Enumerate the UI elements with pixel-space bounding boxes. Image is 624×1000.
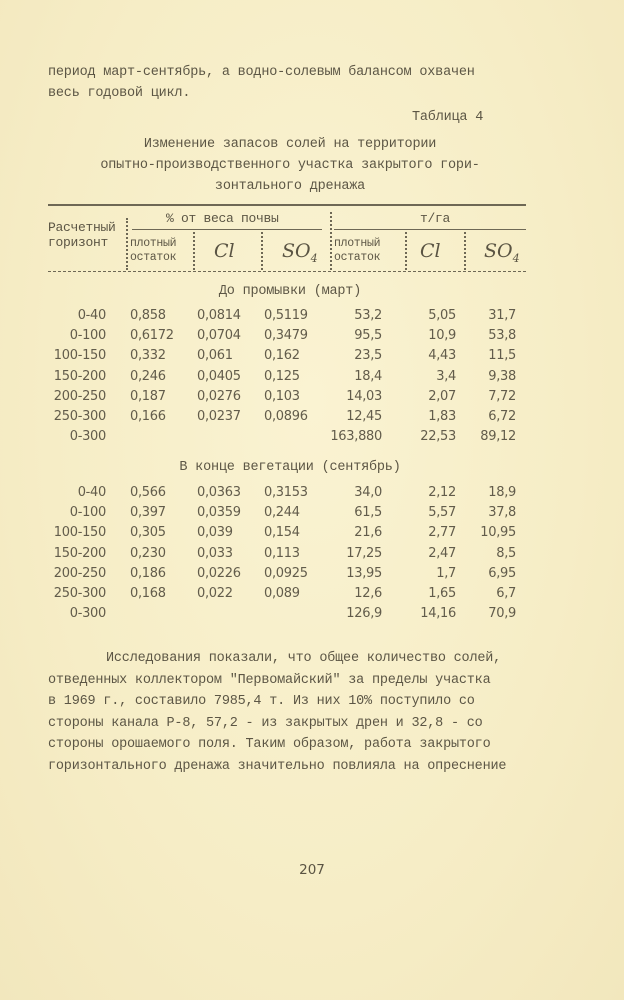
section-title-before-leaching: До промывки (март) xyxy=(218,284,362,299)
table-cell: 5,05 xyxy=(428,308,456,323)
table-cell: 4,43 xyxy=(428,348,456,364)
table-label: Таблица 4 xyxy=(412,110,484,125)
table-cell: 31,7 xyxy=(488,308,516,323)
table-cell: 10,9 xyxy=(428,328,456,344)
table-cell: 11,5 xyxy=(488,348,516,364)
table-row xyxy=(0,389,624,409)
header-group-tha: т/га xyxy=(420,211,451,226)
table-cell: 1,7 xyxy=(436,565,456,581)
table-cell: 150-200 xyxy=(53,368,106,384)
column-divider xyxy=(126,218,128,270)
text-line: горизонтального дренажа значительно повлияла на опреснение xyxy=(48,758,507,774)
table-cell: 3,4 xyxy=(436,368,456,384)
subheader-so4 xyxy=(484,240,520,265)
table-cell: 0,0814 xyxy=(197,308,241,323)
text-line xyxy=(48,648,558,670)
table-cell: 6,7 xyxy=(496,586,516,601)
table-cell: 22,53 xyxy=(420,429,456,445)
table-cell: 0,566 xyxy=(130,485,166,500)
subheader-dry-residue-line1: плотный xyxy=(334,237,381,250)
table-top-rule xyxy=(48,204,526,206)
text-line: отведенных коллектором "Первомайский" за пределы участка xyxy=(48,672,491,688)
table-cell: 21,6 xyxy=(354,525,382,541)
table-cell: 37,8 xyxy=(488,505,516,521)
intro-paragraph xyxy=(48,62,548,104)
table-cell: 0,103 xyxy=(264,388,300,404)
table-cell: 14,03 xyxy=(346,388,382,404)
table-cell: 0,0405 xyxy=(197,368,241,384)
table-cell: 53,8 xyxy=(488,328,516,344)
table-cell: 0,5119 xyxy=(264,308,308,323)
table-cell: 0,061 xyxy=(197,348,233,364)
table-row xyxy=(0,348,624,368)
body-paragraph xyxy=(48,648,558,777)
table-row xyxy=(0,409,624,429)
title-line: опытно-производственного участка закрытого гори- xyxy=(100,158,480,173)
table-row xyxy=(0,606,624,626)
table-row xyxy=(0,546,624,566)
table-cell: 17,25 xyxy=(346,545,382,561)
table-cell: 0,0276 xyxy=(197,388,241,404)
header-group-underline xyxy=(334,229,526,230)
so-text: SO xyxy=(484,240,513,262)
table-cell: 0,0704 xyxy=(197,328,241,344)
header-horizon-line2: горизонт xyxy=(48,235,109,250)
table-cell: 0,397 xyxy=(130,505,166,521)
title-line: Изменение запасов солей на территории xyxy=(143,137,437,152)
table-cell: 61,5 xyxy=(354,505,382,521)
column-divider xyxy=(405,232,407,270)
table-cell: 0-300 xyxy=(69,429,106,445)
table-row xyxy=(0,328,624,348)
table-cell: 0,022 xyxy=(197,586,233,601)
table-cell: 0-40 xyxy=(77,308,106,323)
text-line: весь годовой цикл. xyxy=(48,86,191,101)
table-cell: 0,089 xyxy=(264,586,300,601)
table-cell: 200-250 xyxy=(53,388,106,404)
table-cell: 100-150 xyxy=(53,525,106,541)
so4-subscript: 4 xyxy=(512,251,520,265)
table-row xyxy=(0,308,624,328)
table-cell: 12,6 xyxy=(354,586,382,601)
table-cell: 0-100 xyxy=(69,505,106,521)
column-divider xyxy=(193,232,195,270)
table-cell: 0,3479 xyxy=(264,328,308,344)
table-cell: 2,07 xyxy=(428,388,456,404)
table-cell: 1,83 xyxy=(428,409,456,424)
table-title xyxy=(40,134,540,197)
column-divider xyxy=(261,232,263,270)
table-cell: 0,332 xyxy=(130,348,166,364)
section-title-end-of-vegetation: В конце вегетации (сентябрь) xyxy=(179,460,401,475)
table-cell: 95,5 xyxy=(354,328,382,344)
table-cell: 250-300 xyxy=(53,586,106,601)
table-cell: 6,95 xyxy=(488,565,516,581)
table-row xyxy=(0,429,624,449)
table-cell: 0,166 xyxy=(130,409,166,424)
table-cell: 0,033 xyxy=(197,545,233,561)
column-divider xyxy=(330,212,332,270)
table-cell: 0-300 xyxy=(69,606,106,622)
table-row xyxy=(0,485,624,505)
table-cell: 2,77 xyxy=(428,525,456,541)
table-cell: 14,16 xyxy=(420,606,456,622)
table-cell: 126,9 xyxy=(346,606,382,622)
table-row xyxy=(0,505,624,525)
table-cell: 0,187 xyxy=(130,388,166,404)
table-row xyxy=(0,566,624,586)
table-cell: 0,3153 xyxy=(264,485,308,500)
table-cell: 34,0 xyxy=(354,485,382,500)
table-cell: 150-200 xyxy=(53,545,106,561)
header-group-underline xyxy=(132,229,322,230)
table-cell: 0,305 xyxy=(130,525,166,541)
table-cell: 53,2 xyxy=(354,308,382,323)
text-line: период март-сентябрь, а водно-солевым балансом охвачен xyxy=(48,65,475,80)
table-cell: 0,113 xyxy=(264,545,300,561)
table-cell: 0,125 xyxy=(264,368,300,384)
table-cell: 2,47 xyxy=(428,545,456,561)
table-cell: 0,0359 xyxy=(197,505,241,521)
header-horizon-line1: Расчетный xyxy=(48,220,116,235)
table-cell: 0,246 xyxy=(130,368,166,384)
table-cell: 0,154 xyxy=(264,525,300,541)
text-line: стороны канала Р-8, 57,2 - из закрытых дрен и 32,8 - со xyxy=(48,715,483,731)
table-cell: 0,0226 xyxy=(197,565,241,581)
table-cell: 0-100 xyxy=(69,328,106,344)
header-group-percent: % от веса почвы xyxy=(166,211,279,226)
table-cell: 0,039 xyxy=(197,525,233,541)
table-cell: 0-40 xyxy=(77,485,106,500)
column-divider xyxy=(464,232,466,270)
subheader-so4 xyxy=(282,240,318,265)
table-row xyxy=(0,586,624,606)
table-cell: 8,5 xyxy=(496,545,516,561)
text-span: Исследования показали, что общее количество солей, xyxy=(106,651,502,666)
subheader-cl: Cl xyxy=(420,240,441,262)
subheader-cl: Cl xyxy=(214,240,235,262)
so-text: SO xyxy=(282,240,311,262)
table-cell: 9,38 xyxy=(488,368,516,384)
table-cell: 6,72 xyxy=(488,409,516,424)
table-cell: 0,168 xyxy=(130,586,166,601)
table-cell: 163,880 xyxy=(330,429,382,445)
text-line: в 1969 г., составило 7985,4 т. Из них 10% поступило со xyxy=(48,694,475,709)
table-cell: 89,12 xyxy=(480,429,516,445)
table-cell: 0,858 xyxy=(130,308,166,323)
table-cell: 7,72 xyxy=(488,388,516,404)
table-row xyxy=(0,525,624,545)
table-cell: 13,95 xyxy=(346,565,382,581)
so4-subscript: 4 xyxy=(310,251,318,265)
table-cell: 23,5 xyxy=(354,348,382,364)
table-cell: 18,9 xyxy=(488,485,516,500)
table-cell: 0,162 xyxy=(264,348,300,364)
table-cell: 100-150 xyxy=(53,348,106,364)
table-cell: 5,57 xyxy=(428,505,456,521)
table-cell: 0,186 xyxy=(130,565,166,581)
subheader-dry-residue-line2: остаток xyxy=(130,251,177,264)
subheader-dry-residue-line2: остаток xyxy=(334,251,381,264)
table-cell: 200-250 xyxy=(53,565,106,581)
table-cell: 0,230 xyxy=(130,545,166,561)
table-cell: 0,0363 xyxy=(197,485,241,500)
table-cell: 10,95 xyxy=(480,525,516,541)
table-row xyxy=(0,369,624,389)
text-line: стороны орошаемого поля. Таким образом, работа закрытого xyxy=(48,737,491,752)
table-cell: 0,0896 xyxy=(264,409,308,424)
table-cell: 2,12 xyxy=(428,485,456,500)
table-cell: 0,244 xyxy=(264,505,300,521)
table-cell: 12,45 xyxy=(346,409,382,424)
subheader-dry-residue-line1: плотный xyxy=(130,237,177,250)
table-cell: 0,6172 xyxy=(130,328,174,344)
table-cell: 0,0237 xyxy=(197,409,241,424)
table-cell: 250-300 xyxy=(53,409,106,424)
table-cell: 1,65 xyxy=(428,586,456,601)
page-number: 207 xyxy=(299,862,325,878)
title-line: зонтального дренажа xyxy=(214,179,366,194)
table-cell: 70,9 xyxy=(488,606,516,622)
table-cell: 18,4 xyxy=(354,368,382,384)
table-cell: 0,0925 xyxy=(264,565,308,581)
table-header-bottom-rule xyxy=(48,271,526,272)
